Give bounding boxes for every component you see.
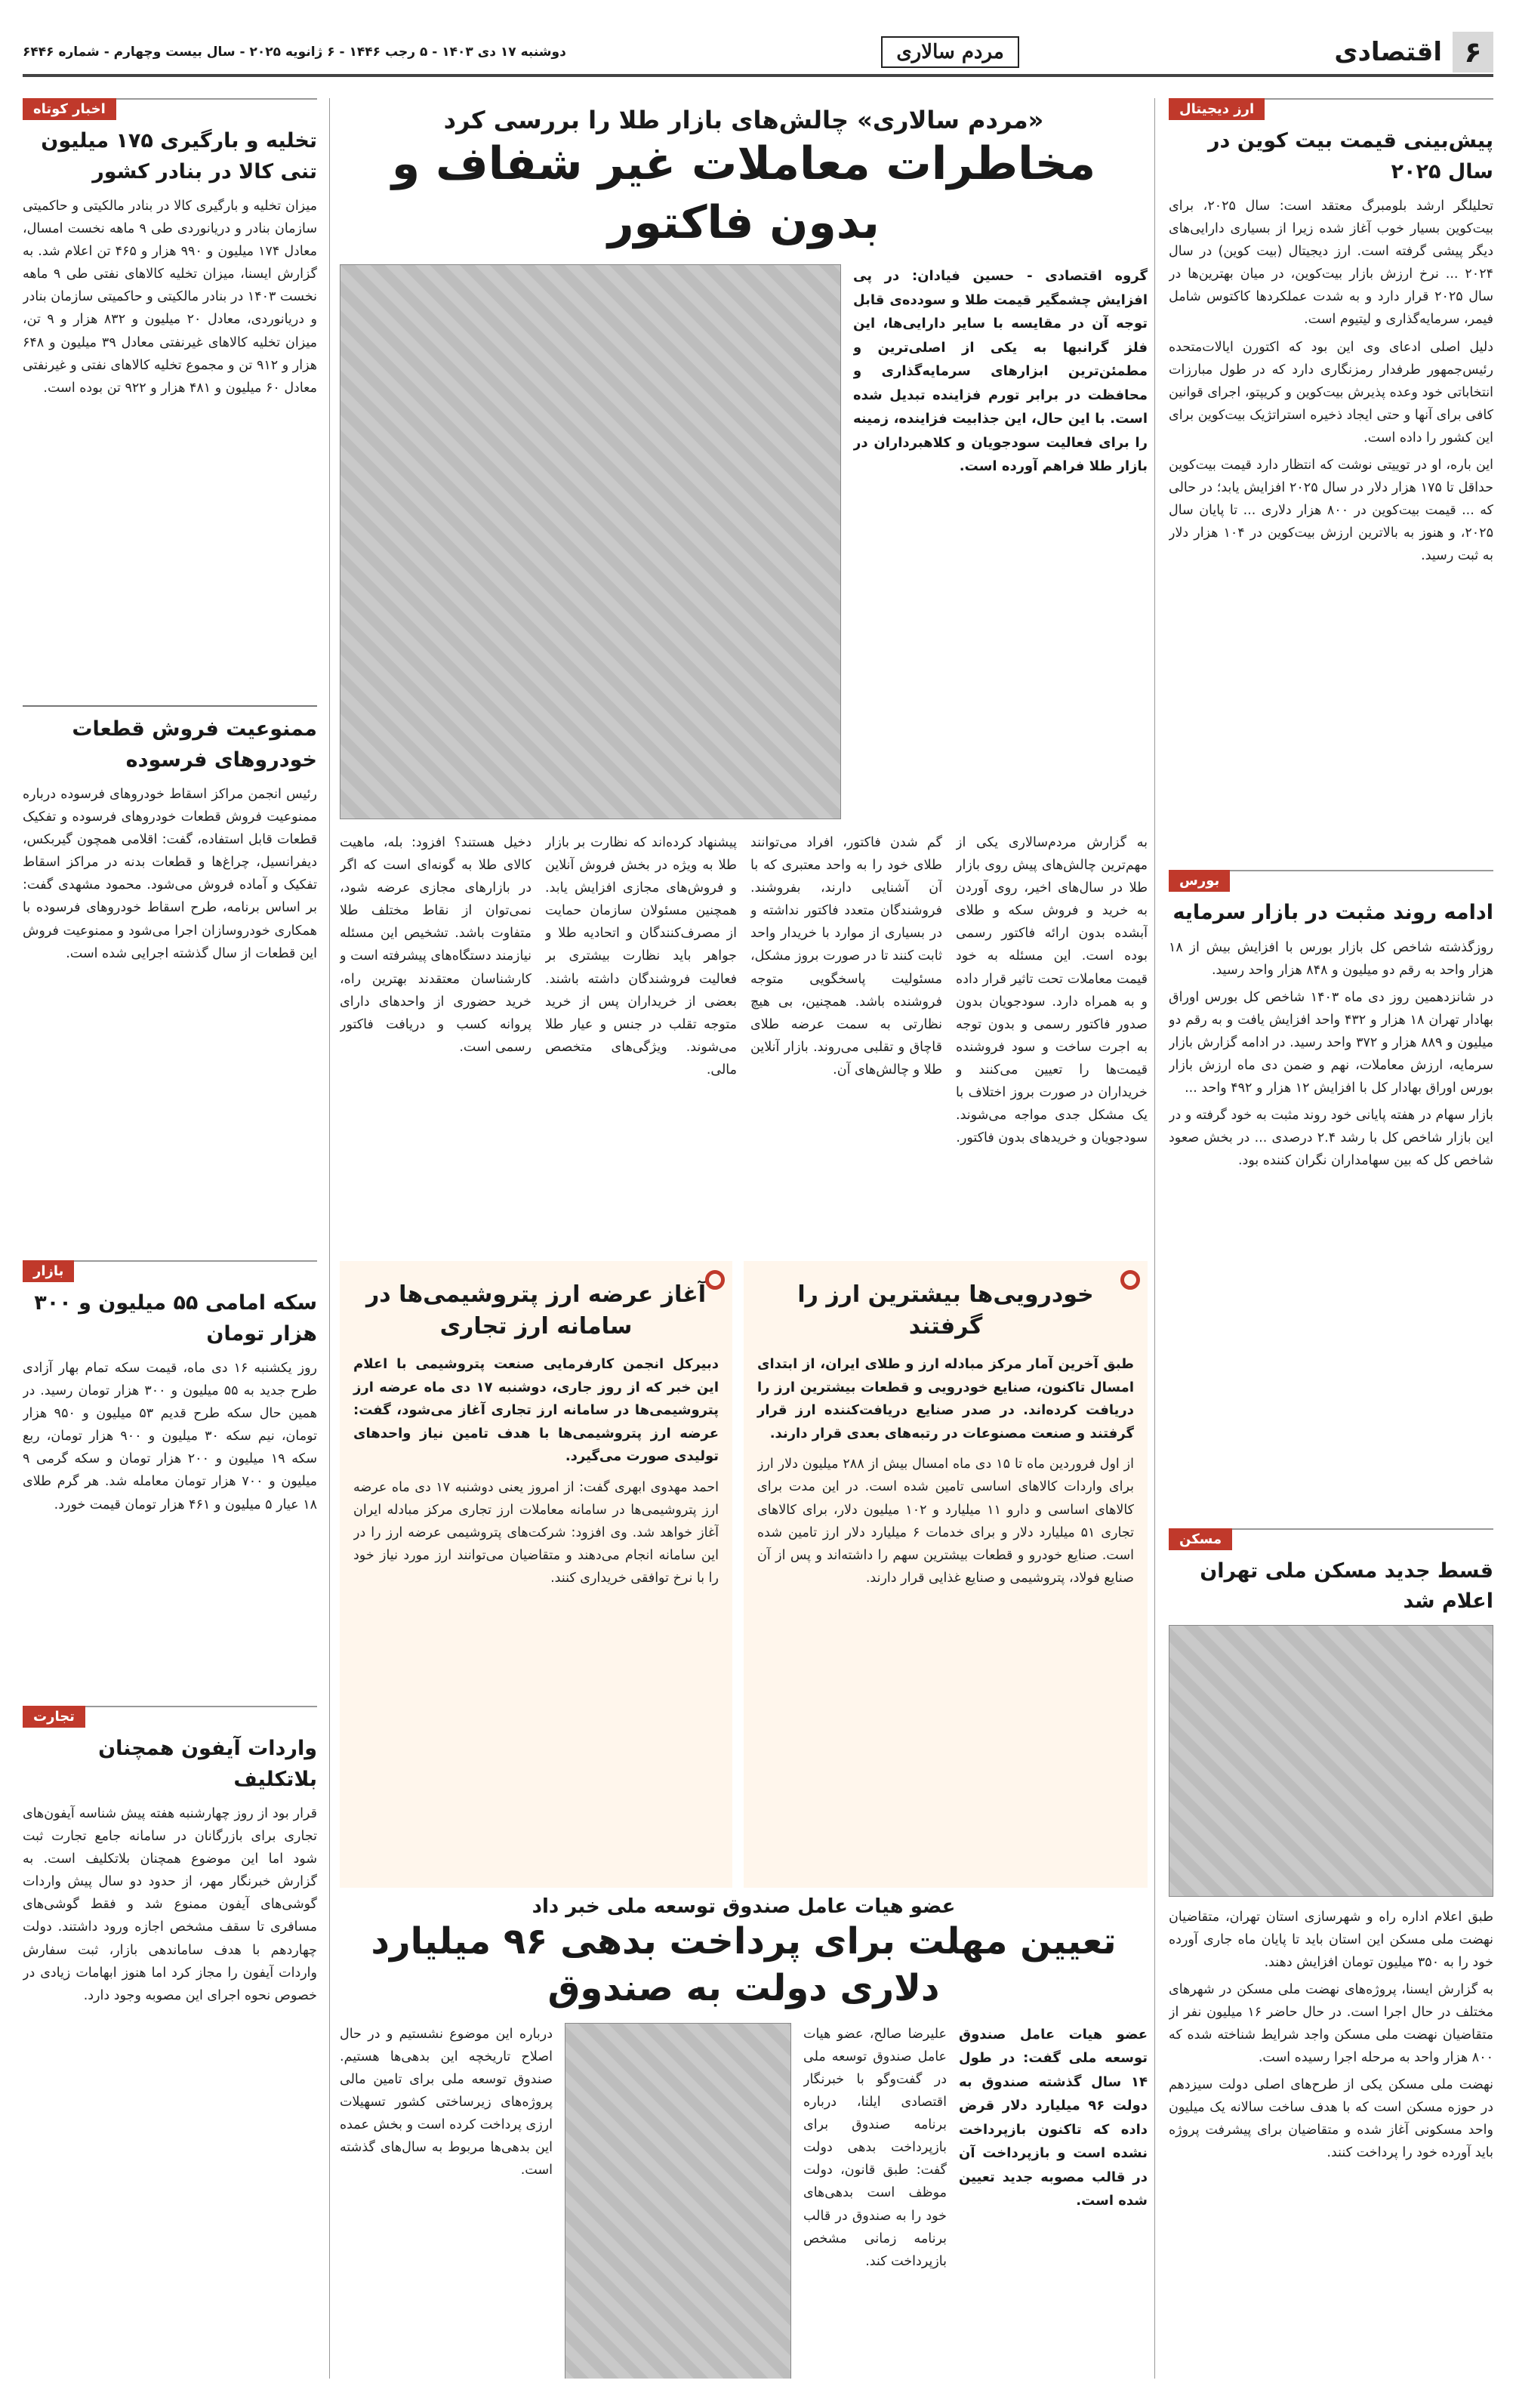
- main-title: مخاطرات معاملات غیر شفاف و بدون فاکتور: [391, 137, 1096, 249]
- main-column: گم شدن فاکتور، افراد می‌توانند طلای خود را به واحد معتبری که با آن آشنایی دارند، بفروشند. فروشندگان متعدد فاکتور نداشته و در بسیاری از موارد با خریدار واحد ثابت کنند تا در صورت بروز مشکل، مسئولیت پاسخگویی متوجه فروشنده باشد. همچنین، بی هیچ نظارتی به سمت عرضه طلای قاچاق و تقلبی می‌روند. بازار آنلاین طلا و چالش‌های آن.: [750, 835, 942, 1078]
- bitcoin-paragraph: این باره، او در توییتی نوشت که انتظار دارد قیمت بیت‌کوین حداقل تا ۱۷۵ هزار دلار در سال ۲۰۲۵ افزایش یابد؛ در حالی که ... قیمت بیت‌کوین در ۸۰۰ هزار دلاری ... تا پایان سال ۲۰۲۵، و هنوز به بالاترین ارزش بیت‌کوین در ۱۰۴ هزار دلار به ثبت رسید.: [1169, 458, 1493, 564]
- ports-kicker: اخبار کوتاه: [23, 98, 116, 120]
- automotive-fx-body: از اول فروردین ماه تا ۱۵ دی ماه امسال بیش از ۲۸۸ میلیون دلار ارز برای واردات کالاهای اساسی تامین شده است. در این مدت برای کالاهای اساسی و دارو ۱۱ میلیارد و ۱۰۲ میلیون دلار، برای کالاهای تجاری ۵۱ میلیارد دلار و برای خدمات ۶ میلیارد دلار ارز تامین شده است. صنایع خودرو و قطعات بیشترین سهم را داشته‌اند و پس از آن صنایع فولاد، پتروشیمی و صنایع غذایی قرار دارند.: [757, 1457, 1134, 1586]
- bourse-body: [1169, 936, 1493, 1518]
- ports-title: تخلیه و بارگیری ۱۷۵ میلیون تنی کالا در بنادر کشور: [41, 129, 317, 183]
- left-column: [23, 98, 317, 2379]
- main-column: پیشنهاد کرده‌اند که نظارت بر بازار طلا به ویژه در بخش فروش آنلاین و فروش‌های مجازی افزایش یابد. همچنین مسئولان سازمان حمایت از مصرف‌کنندگان و اتحادیه طلا و جواهر باید نظارت بیشتری بر فعالیت فروشندگان داشته باشند. بعضی از خریداران پس از خرید متوجه تقلب در جنس و عیار طلا می‌شوند. ویژگی‌های متخصص مالی.: [545, 835, 737, 1078]
- coin-title: سکه امامی ۵۵ میلیون و ۳۰۰ هزار تومان: [34, 1291, 317, 1346]
- gold-market-photo: [340, 264, 841, 819]
- housing-paragraph: به گزارش ایسنا، پروژه‌های نهضت ملی مسکن در شهرهای مختلف در حال اجرا است. در حال حاضر ۱۶ میلیون نفر از متقاضیان نهضت ملی مسکن واجد شرایط شناخته شده که ۸۰۰ هزار واحد به مرحله اجرا رسیده است.: [1169, 1981, 1493, 2066]
- petrochem-fx-title: آغاز عرضه ارز پتروشیمی‌ها در سامانه ارز تجاری: [365, 1281, 706, 1340]
- bitcoin-title: پیش‌بینی قیمت بیت کوین در سال ۲۰۲۵: [1207, 129, 1493, 183]
- bourse-paragraph: در شانزدهمین روز دی ماه ۱۴۰۳ شاخص کل بورس اوراق بهادار تهران ۱۸ هزار و ۴۳۲ واحد افزایش یافت و به رقم دو میلیون و ۸۸۹ هزار و ۳۷۲ واحد رسید. در ادامه گزارش بازار سرمایه، ارزش معاملات، نهم و ضمن دی ماه ارزش بازار بورس اوراق بهادار کل با افزایش ۱۲ هزار و ۴۹۲ واحد ...: [1169, 989, 1493, 1096]
- main-lead: گروه اقتصادی - حسین فیادان: در پی افزایش چشمگیر قیمت طلا و سودده‌ی قابل توجه آن در مقایسه با سایر دارایی‌ها، این فلز گرانبها به یکی از اصلی‌ترین و مطمئن‌ترین ابزارهای سرمایه‌گذاری و محافظت در برابر تورم فزاینده تبدیل شده است. با این حال، این جذابیت فزاینده، زمینه را برای فعالیت سودجویان و کلاهبرداران در بازار طلا فراهم آورده است.: [853, 268, 1148, 474]
- bitcoin-body: [1169, 195, 1493, 859]
- automotive-fx-box: [744, 1261, 1148, 1888]
- section-title: اقتصادی: [1334, 37, 1442, 67]
- bourse-kicker: بورس: [1169, 870, 1230, 892]
- page-number: ۶: [1453, 32, 1493, 72]
- coin-kicker: بازار: [23, 1260, 74, 1282]
- iphone-title: واردات آیفون همچنان بلاتکلیف: [98, 1737, 317, 1791]
- column-rule: [1154, 98, 1155, 2379]
- cars-title: ممنوعیت فروش قطعات خودروهای فرسوده: [72, 717, 317, 772]
- right-column: [1169, 98, 1493, 2379]
- coin-article: [23, 1260, 317, 1697]
- bourse-article: [1169, 870, 1493, 1518]
- housing-photo: [1169, 1625, 1493, 1897]
- housing-body: [1169, 1906, 1493, 2329]
- bitcoin-paragraph: دلیل اصلی ادعای وی این بود که اکتورن ایالات‌متحده رئیس‌جمهور طرفدار رمزنگاری دارد که در طول مبارزات انتخاباتی خود وعده پذیرش بیت‌کوین و کریپتو، اجرای قوانین کافی برای آنها و حتی ایجاد ذخیره استراتژیک بیت‌کوین برای این کشور را داده است.: [1169, 339, 1493, 446]
- bourse-paragraph: روزگذشته شاخص کل بازار بورس با افزایش بیش از ۱۸ هزار واحد به رقم دو میلیون و ۸۴۸ هزار واحد رسید.: [1169, 939, 1493, 978]
- automotive-fx-title: خودرویی‌ها بیشترین ارز را گرفتند: [797, 1281, 1094, 1340]
- housing-paragraph: طبق اعلام اداره راه و شهرسازی استان تهران، متقاضیان نهضت ملی مسکن این استان باید تا پایان ماه جاری آورده خود را به ۳۵۰ میلیون تومان افزایش دهند.: [1169, 1909, 1493, 1970]
- iphone-body: قرار بود از روز چهارشنبه هفته پیش شناسه آیفون‌های تجاری برای بازرگانان در سامانه جامع تجارت ثبت شود اما این موضوع همچنان بلاتکلیف است. به گزارش خبرنگار مهر، از حدود دو سال پیش واردات گوشی‌های آیفون ممنوع شد و فقط گوشی‌های مسافری تا سقف مشخص اجازه ورود داشتند. دولت چهاردهم با هدف ساماندهی بازار، ثبت سفارش واردات آیفون را مجاز کرد اما هنوز ابهامات زیادی در خصوص نحوه اجرای این مصوبه وجود دارد.: [23, 1806, 317, 2003]
- iphone-article: [23, 1706, 317, 2379]
- main-kicker: «مردم سالاری» چالش‌های بازار طلا را بررسی کرد: [443, 106, 1044, 134]
- page-number-block: [1334, 32, 1493, 72]
- bottom-kicker: عضو هیات عامل صندوق توسعه ملی خبر داد: [532, 1895, 956, 1918]
- petrochem-fx-lead: دبیرکل انجمن کارفرمایی صنعت پتروشیمی با اعلام این خبر که از روز جاری، دوشنبه ۱۷ دی ماه عرضه ارز پتروشیمی‌ها در سامانه ارز تجاری آغاز می‌شود، گفت: عرضه ارز پتروشیمی‌ها با هدف تامین نیاز واحدهای تولیدی صورت می‌گیرد.: [353, 1356, 719, 1465]
- bitcoin-paragraph: تحلیلگر ارشد بلومبرگ معتقد است: سال ۲۰۲۵، برای بیت‌کوین بسیار خوب آغاز شده زیرا از بسیاری دارایی‌های دیگر پیشی گرفته است. ارز دیجیتال (بیت کوین) در سال ۲۰۲۴ ... نرخ ارزش بازار بیت‌کوین، در میان بهترین‌ها در سال ۲۰۲۵ قرار دارد و به شدت عملکردها کاکتوس شامل فیمر، سرمایه‌گذاری و لیتیوم است.: [1169, 199, 1493, 328]
- bottom-story: [340, 1895, 1148, 2379]
- cars-article: [23, 714, 317, 1251]
- ports-article: [23, 98, 317, 693]
- bottom-column: درباره این موضوع نشستیم و در حال اصلاح تاریخچه این بدهی‌ها هستیم. صندوق توسعه ملی برای تامین مالی پروژه‌های زیرساختی کشور تسهیلات ارزی پرداخت کرده است و بخش عمده این بدهی‌ها مربوط به سال‌های گذشته است.: [340, 2026, 553, 2178]
- bottom-column: علیرضا صالح، عضو هیات عامل صندوق توسعه ملی در گفت‌وگو با خبرنگار اقتصادی ایلنا، درباره برنامه صندوق برای بازپرداخت بدهی دولت گفت: طبق قانون، دولت موظف است بدهی‌های خود را به صندوق در قالب برنامه زمانی مشخص بازپرداخت کند.: [803, 2026, 947, 2269]
- main-story: [340, 106, 1148, 1223]
- main-column: دخیل هستند؟ افزود: بله، ماهیت کالای طلا به گونه‌ای است که اگر در بازارهای مجازی عرضه شود، نمی‌توان از نقاط مختلف طلا متفاوت باشد. تشخیص این مسئله نیازمند دستگاه‌های پیشرفته است و کارشناسان معتقدند بهترین راه، خرید حضوری از واحدهای دارای پروانه کسب و دریافت فاکتور رسمی است.: [340, 835, 532, 1055]
- bottom-title: تعیین مهلت برای پرداخت بدهی ۹۶ میلیارد دلاری دولت به صندوق: [371, 1920, 1117, 2010]
- page-header: [23, 30, 1493, 77]
- bourse-paragraph: بازار سهام در هفته پایانی خود روند مثبت به خود گرفته و در این بازار شاخص کل با رشد ۲.۴ درصدی ... در بخش صعود شاخص کل که بین سهامداران نگران کننده بود.: [1169, 1108, 1493, 1169]
- dateline: دوشنبه ۱۷ دی ۱۴۰۳ - ۵ رجب ۱۴۴۶ - ۶ ژانویه ۲۰۲۵ - سال بیست وچهارم - شماره ۶۴۴۶: [23, 45, 566, 60]
- petrochem-fx-body: احمد مهدوی ابهری گفت: از امروز یعنی دوشنبه ۱۷ دی ماه عرضه ارز پتروشیمی‌ها در سامانه معاملات ارز تجاری مرکز مبادله ایران آغاز خواهد شد. وی افزود: شرکت‌های پتروشیمی عرضه ارز را در این سامانه انجام می‌دهند و متقاضیان می‌توانند ارز مورد نیاز خود را با نرخ توافقی خریداری کنند.: [353, 1479, 719, 1586]
- bitcoin-kicker: ارز دیجیتال: [1169, 98, 1265, 120]
- column-rule: [329, 98, 330, 2379]
- housing-article: [1169, 1528, 1493, 2329]
- bitcoin-article: [1169, 98, 1493, 859]
- bank-notes-photo: [565, 2023, 791, 2379]
- bottom-lead: عضو هیات عامل صندوق توسعه ملی گفت: در طول ۱۴ سال گذشته صندوق به دولت ۹۶ میلیارد دلار قرض داده که تاکنون بازپرداخت نشده است و بازپرداخت آن در قالب مصوبه جدید تعیین شده است.: [959, 2026, 1148, 2209]
- petrochem-fx-box: [340, 1261, 732, 1888]
- coin-body: روز یکشنبه ۱۶ دی ماه، قیمت سکه تمام بهار آزادی طرح جدید به ۵۵ میلیون و ۳۰۰ هزار تومان رسید. در همین حال سکه طرح قدیم ۵۳ میلیون و ۹۵۰ هزار تومان، نیم سکه ۳۰ میلیون و ۹۰۰ هزار تومان، ربع سکه ۱۹ میلیون و ۲۰۰ هزار تومان و سکه گرمی ۹ میلیون و ۷۰۰ هزار تومان معامله شد. هر گرم طلای ۱۸ عیار ۵ میلیون و ۴۶۱ هزار تومان قیمت خورد.: [23, 1361, 317, 1512]
- bourse-title: ادامه روند مثبت در بازار سرمایه: [1172, 901, 1493, 924]
- cars-body: رئیس انجمن مراکز اسقاط خودروهای فرسوده درباره ممنوعیت فروش قطعات خودروهای فرسوده و تفکیک قطعات قابل استفاده، گفت: اقلامی همچون گیربکس، دیفرانسیل، چراغ‌ها و قطعات بدنه در مراکز اسقاط تفکیک و آماده فروش می‌شود. محمود مشهدی گفت: بر اساس برنامه، طرح اسقاط خودروهای فرسوده با همکاری خودروسازان اجرا می‌شود و ممنوعیت فروش این قطعات از سال گذشته اجرایی شده است.: [23, 787, 317, 961]
- housing-paragraph: نهضت ملی مسکن یکی از طرح‌های اصلی دولت سیزدهم در حوزه مسکن است که با هدف ساخت سالانه یک میلیون واحد مسکونی آغاز شده و متقاضیان برای پیشرفت پروژه باید آورده خود را پرداخت کنند.: [1169, 2077, 1493, 2161]
- automotive-fx-lead: طبق آخرین آمار مرکز مبادله ارز و طلای ایران، از ابتدای امسال تاکنون، صنایع خودرویی و قطعات بیشترین ارز را دریافت کرده‌اند. در صدر صنایع دریافت‌کننده ارز قرار گرفتند و صنعت مصنوعات در رتبه‌های بعدی قرار دارند.: [757, 1356, 1134, 1441]
- iphone-kicker: تجارت: [23, 1706, 85, 1728]
- ports-body: میزان تخلیه و بارگیری کالا در بنادر مالکیتی و حاکمیتی سازمان بنادر و دریانوردی طی ۹ ماهه نخست امسال، معادل ۱۷۴ میلیون و ۹۹۰ هزار و ۴۶۵ تن اعلام شد. به گزارش ایسنا، میزان تخلیه کالاهای نفتی طی ۹ ماهه نخست ۱۴۰۳ در بنادر مالکیتی و حاکمیتی سازمان بنادر و دریانوردی، معادل ۲۰ میلیون و ۸۳۲ هزار و ۹ تن، میزان تخلیه کالاهای غیرنفتی معادل ۳۹ میلیون و ۶۴۸ هزار و ۹۱۲ تن و مجموع تخلیه کالاهای نفتی و غیرنفتی معادل ۶۰ میلیون و ۴۸۱ هزار و ۹۲۲ تن بوده است.: [23, 199, 317, 396]
- housing-kicker: مسکن: [1169, 1528, 1232, 1550]
- housing-title: قسط جدید مسکن ملی تهران اعلام شد: [1200, 1559, 1493, 1613]
- newspaper-logo: مردم سالاری: [881, 36, 1018, 68]
- main-column: به گزارش مردم‌سالاری یکی از مهم‌ترین چالش‌های پیش روی بازار طلا در سال‌های اخیر، روی آوردن به خرید و فروش سکه و طلای آبشده بدون ارائه فاکتور رسمی بوده است. این مسئله به خود قیمت معاملات تحت تاثیر قرار داده و به همراه دارد. سودجویان بدون صدور فاکتور رسمی و بدون توجه به اجرت ساخت و سود فروشنده قیمت‌ها را تعیین می‌کنند و خریداران در صورت بروز اختلاف با یک مشکل جدی مواجه می‌شوند. سودجویان و خریدهای بدون فاکتور.: [956, 835, 1148, 1146]
